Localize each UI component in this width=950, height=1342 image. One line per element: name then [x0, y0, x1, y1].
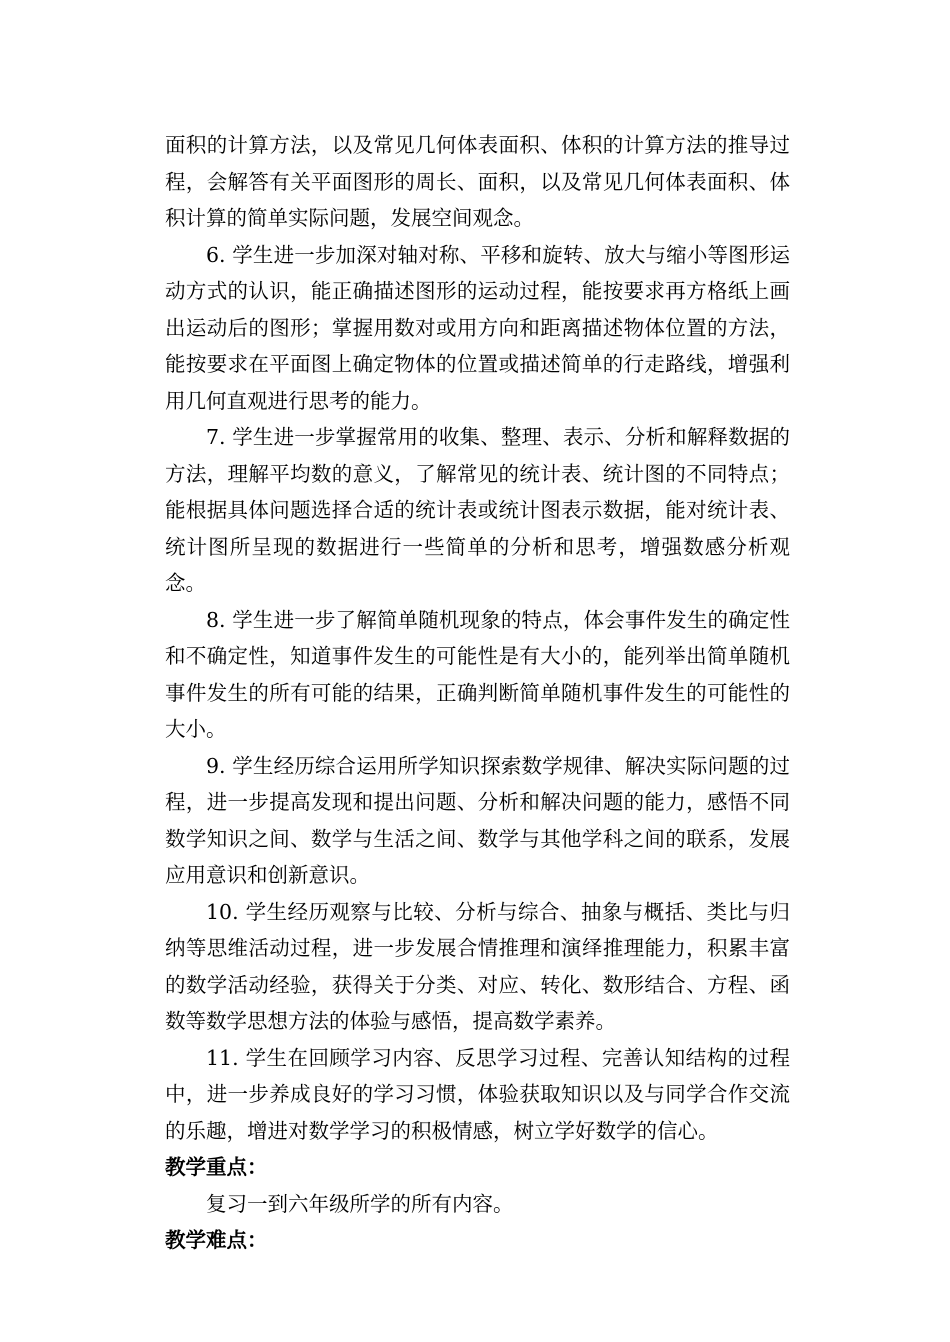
paragraph-item-8: 8. 学生进一步了解简单随机现象的特点，体会事件发生的确定性和不确定性，知道事件发生的可能性是有大小的，能列举出简单随机事件发生的所有可能的结果，正确判断简单随机事件发生的可能性的大小。	[165, 607, 790, 741]
paragraph-continued: 面积的计算方法，以及常见几何体表面积、体积的计算方法的推导过程，会解答有关平面图形的周长、面积，以及常见几何体表面积、体积计算的简单实际问题，发展空间观念。	[165, 133, 790, 230]
paragraph-item-6: 6. 学生进一步加深对轴对称、平移和旋转、放大与缩小等图形运动方式的认识，能正确描述图形的运动过程，能按要求再方格纸上画出运动后的图形；掌握用数对或用方向和距离描述物体位置的方法，能按要求在平面图上确定物体的位置或描述简单的行走路线，增强利用几何直观进行思考的能力。	[165, 242, 790, 413]
difficulties-heading: 教学难点：	[165, 1228, 268, 1252]
document-page	[165, 127, 790, 1259]
paragraph-item-9: 9. 学生经历综合运用所学知识探索数学规律、解决实际问题的过程，进一步提高发现和提出问题、分析和解决问题的能力，感悟不同数学知识之间、数学与生活之间、数学与其他学科之间的联系，发展应用意识和创新意识。	[165, 753, 790, 887]
paragraph-item-11: 11. 学生在回顾学习内容、反思学习过程、完善认知结构的过程中，进一步养成良好的学习习惯，体验获取知识以及与同学合作交流的乐趣，增进对数学学习的积极情感，树立学好数学的信心。	[165, 1045, 790, 1143]
key-points-heading: 教学重点：	[165, 1155, 268, 1179]
paragraph-item-10: 10. 学生经历观察与比较、分析与综合、抽象与概括、类比与归纳等思维活动过程，进一步发展合情推理和演绎推理能力，积累丰富的数学活动经验，获得关于分类、对应、转化、数形结合、方程、函数等数学思想方法的体验与感悟，提高数学素养。	[165, 899, 790, 1033]
paragraph-item-7: 7. 学生进一步掌握常用的收集、整理、表示、分析和解释数据的方法，理解平均数的意义，了解常见的统计表、统计图的不同特点；能根据具体问题选择合适的统计表或统计图表示数据，能对统计表、统计图所呈现的数据进行一些简单的分析和思考，增强数感分析观念。	[165, 425, 790, 595]
key-points-text: 复习一到六年级所学的所有内容。	[206, 1191, 514, 1216]
